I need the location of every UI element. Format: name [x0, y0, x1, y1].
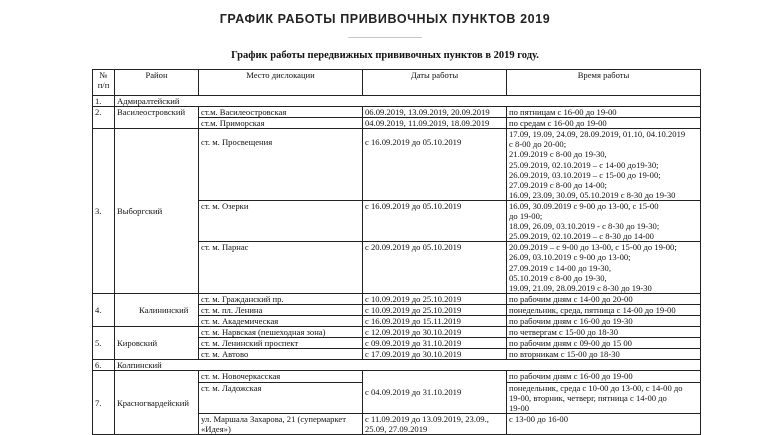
row-number: 1.: [93, 96, 115, 107]
time-line: 19-00, вторник, четверг, пятница с 14-00 до: [509, 392, 667, 403]
place-cell: ст. м. Академическая: [199, 315, 363, 326]
time-line: до 19-00;: [509, 211, 543, 222]
time-line: 16.09, 30.09.2019 с 9-00 до 13-00, с 15-00: [509, 200, 659, 211]
place-cell: ст. м. Ладожская: [199, 382, 363, 413]
header-place: Место дислокации: [199, 70, 363, 96]
dates-cell: с 12.09.2019 до 30.10.2019: [363, 327, 507, 338]
table-caption: График работы передвижных прививочных пунктов в 2019 году.: [231, 50, 539, 61]
time-cell: по рабочим дням с 16-00 до 19-00: [507, 371, 701, 382]
place-cell: ст. м. пл. Ленина: [199, 304, 363, 315]
time-line: 19-00: [509, 402, 530, 413]
dates-cell: с 16.09.2019 до 05.10.2019: [363, 129, 507, 201]
region-cell: Выборгский: [115, 129, 199, 294]
region-cell: Адмиралтейский: [115, 96, 701, 107]
place-cell: ст.м. Приморская: [199, 118, 363, 129]
time-line: 21.09.2019 с 8-00 до 19-30,: [509, 149, 607, 160]
place-cell: ст. м. Озерки: [199, 200, 363, 241]
region-cell: Калининский: [115, 293, 199, 326]
header-dates: Даты работы: [363, 70, 507, 96]
table-header-row: [93, 70, 701, 96]
dates-cell: с 10.09.2019 до 25.10.2019: [363, 293, 507, 304]
dates-cell: с 09.09.2019 до 31.10.2019: [363, 338, 507, 349]
time-line: 18.09, 26.09, 03.10.2019 - с 8-30 до 19-30;: [509, 221, 660, 232]
time-line: 27.09.2019 с 8-00 до 14-00;: [509, 179, 607, 190]
dates-cell: с 20.09.2019 до 05.10.2019: [363, 242, 507, 293]
time-cell: по рабочим дням с 14-00 до 20-00: [507, 293, 701, 304]
dates-cell: с 17.09.2019 до 30.10.2019: [363, 349, 507, 360]
header-number: № п/п: [93, 70, 115, 96]
time-cell: с 13-00 до 16-00: [507, 413, 701, 434]
header-time: Время работы: [507, 70, 701, 96]
schedule-table: [92, 69, 701, 435]
time-cell: [507, 382, 701, 413]
dates-cell: [363, 413, 507, 434]
dates-line: с 11.09.2019 до 13.09.2019, 23.09.,: [365, 413, 489, 424]
time-cell: [507, 129, 701, 201]
place-cell: [199, 413, 363, 434]
time-cell: понедельник, среда, пятница с 14-00 до 19-00: [507, 304, 701, 315]
dates-cell: 04.09.2019, 11.09.2019, 18.09.2019: [363, 118, 507, 129]
place-cell: ст. м. Ленинский проспект: [199, 338, 363, 349]
time-cell: по четвергам с 15-00 до 18-30: [507, 327, 701, 338]
dates-cell: с 16.09.2019 до 15.11.2019: [363, 315, 507, 326]
region-cell: Красногвардейский: [115, 371, 199, 435]
region-cell: Колпинский: [115, 360, 701, 371]
table-row: [93, 129, 701, 201]
dates-cell: с 04.09.2019 до 31.10.2019: [363, 371, 507, 413]
time-line: 05.10.2019 с 8-00 до 19-30,: [509, 272, 607, 283]
page-title: ГРАФИК РАБОТЫ ПРИВИВОЧНЫХ ПУНКТОВ 2019: [219, 12, 551, 26]
time-line: 20.09.2019 – с 9-00 до 13-00, с 15-00 до 19-00;: [509, 242, 677, 253]
table-row: [93, 371, 701, 382]
row-number: 2.: [93, 107, 115, 129]
dates-cell: с 16.09.2019 до 05.10.2019: [363, 200, 507, 241]
place-cell: ст. м. Нарвская (пешеходная зона): [199, 327, 363, 338]
place-cell: ст. м. Гражданский пр.: [199, 293, 363, 304]
dates-line: 25.09, 27.09.2019: [365, 423, 428, 434]
place-cell: ст.м. Василеостровская: [199, 107, 363, 118]
table-row: [93, 96, 701, 107]
time-cell: по пятницам с 16-00 до 19-00: [507, 107, 701, 118]
row-number: 3.: [93, 129, 115, 294]
time-cell: по вторникам с 15-00 до 18-30: [507, 349, 701, 360]
time-line: с 8-00 до 20-00;: [509, 139, 567, 150]
time-cell: по рабочим дням с 16-00 до 19-30: [507, 315, 701, 326]
place-cell: ст. м. Автово: [199, 349, 363, 360]
table-row: [93, 107, 701, 118]
place-line: ул. Маршала Захарова, 21 (супермаркет: [201, 413, 346, 424]
table-row: [93, 293, 701, 304]
place-cell: ст. м. Парнас: [199, 242, 363, 293]
dates-cell: 06.09.2019, 13.09.2019, 20.09.2019: [363, 107, 507, 118]
time-line: 26.09.2019, 03.10.2019 – с 15-00 до 19-00;: [509, 169, 661, 180]
time-line: 16.09, 23.09, 30.09, 05.10.2019 с 8-30 до 19-30: [509, 189, 676, 200]
region-cell: Василеостровский: [115, 107, 199, 129]
dates-cell: с 10.09.2019 до 25.10.2019: [363, 304, 507, 315]
row-number: 5.: [93, 327, 115, 360]
time-line: 27.09.2019 с 14-00 до 19-30,: [509, 262, 611, 273]
title-divider: [348, 37, 422, 38]
time-line: 19.09, 21.09, 28.09.2019 с 8-30 до 19-30: [509, 282, 652, 293]
time-line: 26.09, 03.10.2019 с 9-00 до 13-00;: [509, 252, 631, 263]
place-cell: ст. м. Новочеркасская: [199, 371, 363, 382]
row-number: 4.: [93, 293, 115, 326]
table-row: [93, 360, 701, 371]
region-cell: Кировский: [115, 327, 199, 360]
row-number: 6.: [93, 360, 115, 371]
time-cell: [507, 200, 701, 241]
header-region: Район: [115, 70, 199, 96]
row-number: 7.: [93, 371, 115, 435]
time-line: 25.09.2019, 02.10.2019 – с 8-30 до 14-00: [509, 231, 654, 242]
place-line: «Идея»): [201, 423, 231, 434]
time-line: понедельник, среда с 10-00 до 13-00, с 14-00 до: [509, 382, 683, 393]
table-row: [93, 327, 701, 338]
time-line: 17.09, 19.09, 24.09, 28.09.2019, 01.10, 04.10.2019: [509, 129, 686, 140]
place-cell: ст. м. Просвещения: [199, 129, 363, 201]
time-cell: по рабочим дням с 09-00 до 15 00: [507, 338, 701, 349]
time-cell: по средам с 16-00 до 19-00: [507, 118, 701, 129]
time-line: 25.09.2019, 02.10.2019 – с 14-00 до19-30;: [509, 159, 659, 170]
time-cell: [507, 242, 701, 293]
